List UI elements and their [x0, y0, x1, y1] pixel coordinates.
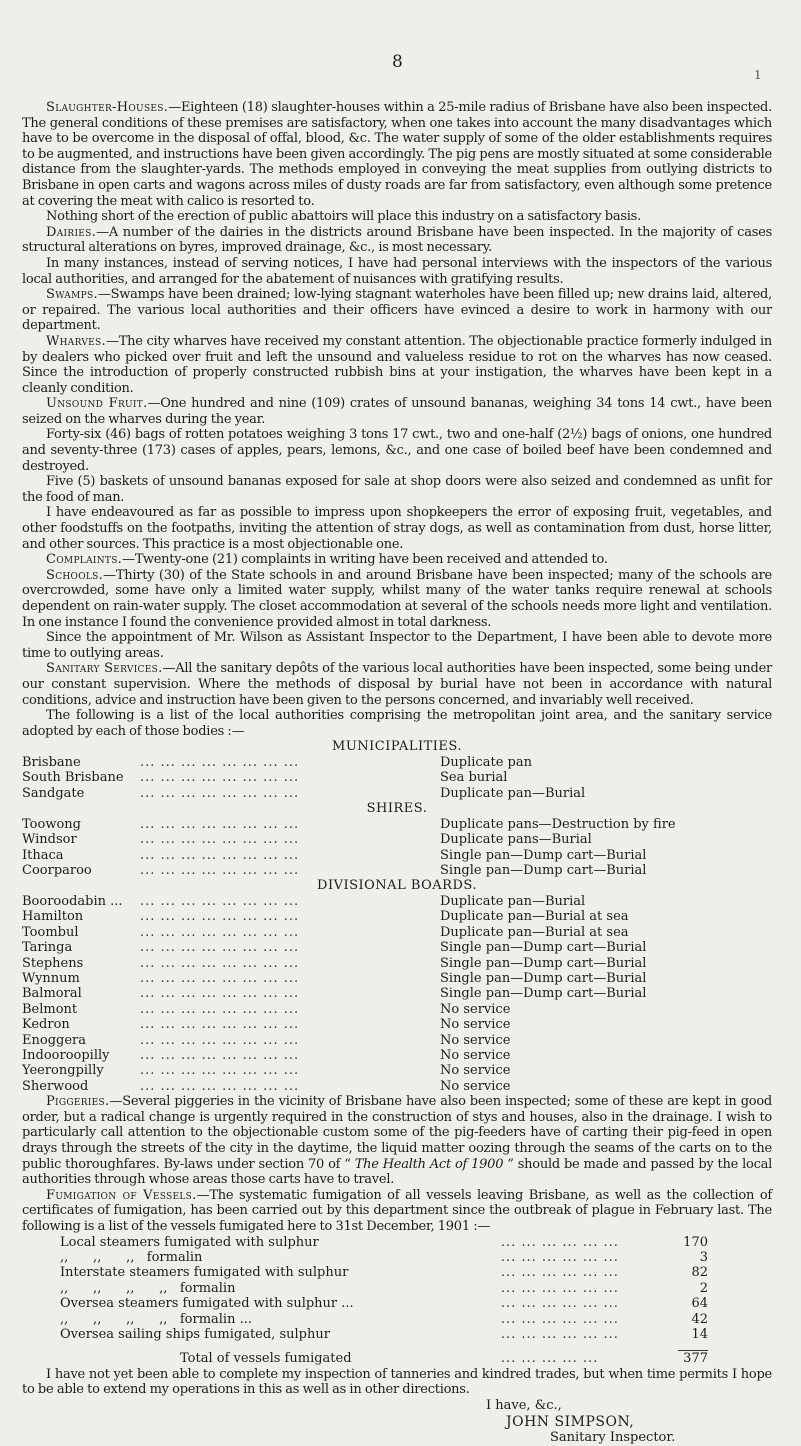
service-method: No service — [440, 1032, 511, 1048]
signature-name: JOHN SIMPSON, — [506, 1414, 635, 1431]
paragraph-wharves: Wharves.—The city wharves have received my constant attention. The objectionable practice formerly indulged in by dealers who picked over fruit and left the unsound and valueless residue to rot on the wharves has now ceased. Since the introduction of properly constructed rubbish bins at your instigation, the wharves have been kept in a cleanly condition. — [22, 333, 772, 396]
service-row: Indooroopilly ... ... ... ... ... ... ... ... No service — [22, 1048, 774, 1063]
service-row: Sandgate ... ... ... ... ... ... ... ... Duplicate pan—Burial — [22, 786, 774, 801]
authority-name: Taringa — [22, 940, 73, 956]
service-method: Sea burial — [440, 770, 508, 786]
fumigation-label: ,, ,, ,, ,, formalin ... — [60, 1311, 252, 1327]
service-method: Duplicate pan—Burial — [440, 893, 586, 909]
total-label: Total of vessels fumigated — [180, 1351, 352, 1367]
paragraph-fumigation: Fumigation of Vessels.—The systematic fumigation of all vessels leaving Brisbane, as well as the collection of certificates of fumigation, has been carried out by this department since the outbreak of plague in February last. The following is a list of the vessels fumigated here to 31st December, 1901 :— — [22, 1187, 772, 1234]
corner-mark: 1 — [754, 68, 762, 82]
authority-name: Windsor — [22, 832, 77, 848]
authority-name: Kedron — [22, 1017, 70, 1033]
authority-name: Sherwood — [22, 1078, 89, 1094]
fumigation-row: ,, ,, ,, formalin ... ... ... ... ... ... 3 — [60, 1250, 708, 1265]
service-row: Ithaca ... ... ... ... ... ... ... ... Single pan—Dump cart—Burial — [22, 848, 774, 863]
paragraph-schools: Schools.—Thirty (30) of the State schools in and around Brisbane have been inspected; many of the schools are overcrowded, some have only a limited water supply, whilst many of the water tanks require renewal at schools dependent on rain-water supply. The closet accommodation at several of the schools needs more light and ventilation. In one instance I found the convenience provided almost in total darkness. — [22, 567, 772, 630]
authority-name: Ithaca — [22, 847, 64, 863]
fumigation-row: Local steamers fumigated with sulphur ... ... ... ... ... ... 170 — [60, 1234, 708, 1250]
authority-name: Brisbane — [22, 754, 81, 770]
heading-complaints: Complaints. — [46, 552, 123, 568]
fumigation-label: Local steamers fumigated with sulphur — [60, 1234, 319, 1250]
service-method: Single pan—Dump cart—Burial — [440, 986, 647, 1002]
municipalities-table — [22, 755, 774, 801]
paragraph: Since the appointment of Mr. Wilson as Assistant Inspector to the Department, I have been able to devote more time to outlying areas. — [22, 630, 772, 661]
fumigation-row: Interstate steamers fumigated with sulphur ... ... ... ... ... ... 82 — [60, 1265, 708, 1281]
service-method: Duplicate pans—Destruction by fire — [440, 816, 676, 832]
paragraph: Nothing short of the erection of public abattoirs will place this industry on a satisfactory basis. — [46, 209, 641, 225]
service-method: Duplicate pan—Burial at sea — [440, 924, 629, 940]
authority-name: Belmont — [22, 1001, 78, 1017]
fumigation-label: Oversea steamers fumigated with sulphur ... — [60, 1296, 354, 1312]
fumigation-value: 2 — [699, 1280, 708, 1296]
fumigation-label: Oversea sailing ships fumigated, sulphur — [60, 1327, 330, 1343]
service-row: Taringa ... ... ... ... ... ... ... ... Single pan—Dump cart—Burial — [22, 940, 774, 955]
signature-closing: I have, &c., — [486, 1398, 562, 1414]
total-row: Total of vessels fumigated ... ... ... ... ... 377 — [60, 1351, 708, 1367]
service-method: Single pan—Dump cart—Burial — [440, 847, 647, 863]
authority-name: Toowong — [22, 816, 81, 832]
paragraph-closing: I have not yet been able to complete my inspection of tanneries and kindred trades, but when time permits I hope to be able to extend my operations in this as well as in other directions. — [22, 1366, 772, 1398]
service-row: Stephens ... ... ... ... ... ... ... ... Single pan—Dump cart—Burial — [22, 956, 774, 971]
service-row: Brisbane ... ... ... ... ... ... ... ... Duplicate pan — [22, 755, 774, 770]
fumigation-value: 42 — [691, 1311, 708, 1327]
heading-piggeries: Piggeries. — [46, 1094, 110, 1110]
service-row: Sherwood ... ... ... ... ... ... ... ... No service — [22, 1079, 774, 1094]
service-method: No service — [440, 1078, 511, 1094]
heading-divisional-boards: DIVISIONAL BOARDS. — [317, 878, 477, 894]
authority-name: Stephens — [22, 955, 84, 971]
heading-sanitary-services: Sanitary Services. — [46, 661, 163, 677]
act-title: The Health Act of 1900 — [354, 1156, 504, 1172]
fumigation-row: ,, ,, ,, ,, formalin ... ... ... ... ... ... 2 — [60, 1280, 708, 1296]
service-method: Single pan—Dump cart—Burial — [440, 940, 647, 956]
service-row: South Brisbane ... ... ... ... ... ... ... ... Sea burial — [22, 770, 774, 785]
fumigation-label: ,, ,, ,, ,, formalin — [60, 1280, 236, 1296]
heading-unsound-fruit: Unsound Fruit. — [46, 396, 148, 412]
heading-slaughter-houses: Slaughter-Houses. — [46, 100, 169, 115]
service-method: No service — [440, 1001, 511, 1017]
heading-schools: Schools. — [46, 567, 104, 583]
service-method: Single pan—Dump cart—Burial — [440, 971, 647, 986]
authority-name: Wynnum — [22, 971, 80, 986]
paragraph-swamps: Swamps.—Swamps have been drained; low-lying stagnant waterholes have been filled up; new drains laid, altered, or repaired. The various local authorities and their officers have evinced a desire to work in harmony with our department. — [22, 287, 772, 334]
service-method: Duplicate pan—Burial at sea — [440, 909, 629, 925]
heading-dairies: Dairies. — [46, 224, 97, 240]
authority-name: Coorparoo — [22, 862, 92, 878]
paragraph-dairies: Dairies.—A number of the dairies in the districts around Brisbane have been inspected. In the majority of cases structural alterations on byres, improved drainage, &c., is most necessary. — [22, 224, 772, 256]
fumigation-value: 3 — [699, 1250, 708, 1265]
fumigation-label: Interstate steamers fumigated with sulphur — [60, 1265, 349, 1281]
shires-table — [22, 817, 774, 879]
page-number: 8 — [392, 52, 403, 72]
authority-name: Yeerongpilly — [22, 1063, 104, 1079]
fumigation-label: ,, ,, ,, formalin — [60, 1250, 203, 1265]
heading-shires: SHIRES. — [366, 801, 428, 817]
service-method: Duplicate pan—Burial — [440, 785, 586, 801]
authority-name: Indooroopilly — [22, 1048, 110, 1064]
authority-name: South Brisbane — [22, 770, 124, 786]
service-row: Wynnum ... ... ... ... ... ... ... ... Single pan—Dump cart—Burial — [22, 971, 774, 986]
service-row: Balmoral ... ... ... ... ... ... ... ... Single pan—Dump cart—Burial — [22, 986, 774, 1001]
fumigation-value: 82 — [691, 1265, 708, 1281]
fumigation-table — [60, 1235, 708, 1367]
service-row: Toombul ... ... ... ... ... ... ... ... Duplicate pan—Burial at sea — [22, 925, 774, 940]
signature-title: Sanitary Inspector. — [550, 1430, 676, 1446]
service-method: No service — [440, 1048, 511, 1064]
fumigation-value: 14 — [691, 1327, 708, 1343]
paragraph-sanitary-services: Sanitary Services.—All the sanitary depôts of the various local authorities have been inspected, some being under our constant supervision. Where the methods of disposal by burial have not been in accordance with natural conditions, advice and instruction have been given to the persons concerned, and invariably well received. — [22, 661, 773, 708]
paragraph-slaughter-houses: Slaughter-Houses.—Eighteen (18) slaughter-houses within a 25-mile radius of Brisbane have also been inspected. The general conditions of these premises are satisfactory, when one takes into account the many disadvantages which have to be overcome in the disposal of offal, blood, &c. The water supply of some of the older establishments requires to be augmented, and instructions have been given accordingly. The pig pens are mostly situated at some considerable distance from the slaughter-yards. The methods employed in conveying the meat supplies from outlying districts to Brisbane in open carts and wagons across miles of dusty roads are far from satisfactory, even although some pretence at covering the meat with calico is resorted to. — [22, 100, 772, 209]
service-row: Booroodabin ... ... ... ... ... ... ... ... ... Duplicate pan—Burial — [22, 894, 774, 909]
authority-name: Hamilton — [22, 909, 84, 925]
service-row: Belmont ... ... ... ... ... ... ... ... No service — [22, 1002, 774, 1017]
authority-name: Booroodabin ... — [22, 893, 123, 909]
fumigation-row: Oversea steamers fumigated with sulphur ... ... ... ... ... ... ... 64 — [60, 1296, 708, 1312]
authority-name: Enoggera — [22, 1032, 86, 1048]
paragraph: In many instances, instead of serving notices, I have had personal interviews with the inspectors of the various local authorities, and arranged for the abatement of nuisances with gratifying results. — [22, 255, 772, 287]
fumigation-row: Oversea sailing ships fumigated, sulphur ... ... ... ... ... ... 14 — [60, 1327, 708, 1343]
paragraph-unsound-fruit: Unsound Fruit.—One hundred and nine (109) crates of unsound bananas, weighing 34 tons 14 cwt., have been seized on the wharves during the year. — [22, 396, 772, 427]
service-method: Single pan—Dump cart—Burial — [440, 955, 647, 971]
paragraph: The following is a list of the local authorities comprising the metropolitan joint area, and the sanitary service adopted by each of those bodies :— — [22, 708, 772, 739]
divisional-boards-table — [22, 894, 774, 1094]
paragraph-piggeries: Piggeries.—Several piggeries in the vicinity of Brisbane have also been inspected; some of these are kept in good order, but a radical change is urgently required in the construction of stys and houses, also in the drainage. I wish to particularly call attention to the objectionable custom some of the pig-feeders have of carting their pig-feed in open drays through the streets of the city in the daytime, the liquid matter oozing through the seams of the carts on to the public thoroughfares. By-laws under section 70 of “ The Health Act of 1900 ” should be made and passed by the local authorities through whose areas those carts have to travel. — [22, 1094, 773, 1188]
fumigation-value: 64 — [691, 1296, 708, 1312]
signature-block — [486, 1398, 772, 1446]
service-method: No service — [440, 1017, 511, 1033]
heading-municipalities: MUNICIPALITIES. — [332, 739, 462, 755]
paragraph-complaints: Complaints.—Twenty-one (21) complaints in writing have been received and attended to. — [46, 552, 608, 568]
fumigation-row: ,, ,, ,, ,, formalin ... ... ... ... ... ... ... 42 — [60, 1311, 708, 1327]
service-method: Single pan—Dump cart—Burial — [440, 862, 647, 878]
service-method: No service — [440, 1063, 511, 1079]
heading-wharves: Wharves. — [46, 333, 106, 349]
authority-name: Balmoral — [22, 986, 82, 1002]
service-row: Toowong ... ... ... ... ... ... ... ... Duplicate pans—Destruction by fire — [22, 817, 774, 832]
fumigation-value: 170 — [683, 1234, 708, 1250]
heading-swamps: Swamps. — [46, 287, 98, 303]
service-method: Duplicate pan — [440, 754, 532, 770]
service-row: Yeerongpilly ... ... ... ... ... ... ... ... No service — [22, 1063, 774, 1078]
total-value: 377 — [678, 1351, 708, 1367]
document-body — [22, 100, 772, 1446]
authority-name: Sandgate — [22, 785, 85, 801]
paragraph: Five (5) baskets of unsound bananas exposed for sale at shop doors were also seized and condemned as unfit for the food of man. — [22, 474, 772, 505]
service-row: Coorparoo ... ... ... ... ... ... ... ... Single pan—Dump cart—Burial — [22, 863, 774, 878]
paragraph: Forty-six (46) bags of rotten potatoes weighing 3 tons 17 cwt., two and one-half (2½) bags of onions, one hundred and seventy-three (173) cases of apples, pears, lemons, &c., and one case of boiled beef have been condemned and destroyed. — [22, 427, 772, 474]
service-row: Hamilton ... ... ... ... ... ... ... ... Duplicate pan—Burial at sea — [22, 909, 774, 924]
service-row: Kedron ... ... ... ... ... ... ... ... No service — [22, 1017, 774, 1032]
heading-fumigation: Fumigation of Vessels. — [46, 1187, 197, 1203]
service-row: Windsor ... ... ... ... ... ... ... ... Duplicate pans—Burial — [22, 832, 774, 847]
paragraph: I have endeavoured as far as possible to impress upon shopkeepers the error of exposing fruit, vegetables, and other foodstuffs on the footpaths, inviting the attention of stray dogs, as well as contamination from dust, horse litter, and other sources. This practice is a most objectionable one. — [22, 505, 772, 552]
authority-name: Toombul — [22, 924, 79, 940]
service-row: Enoggera ... ... ... ... ... ... ... ... No service — [22, 1033, 774, 1048]
service-method: Duplicate pans—Burial — [440, 832, 592, 848]
